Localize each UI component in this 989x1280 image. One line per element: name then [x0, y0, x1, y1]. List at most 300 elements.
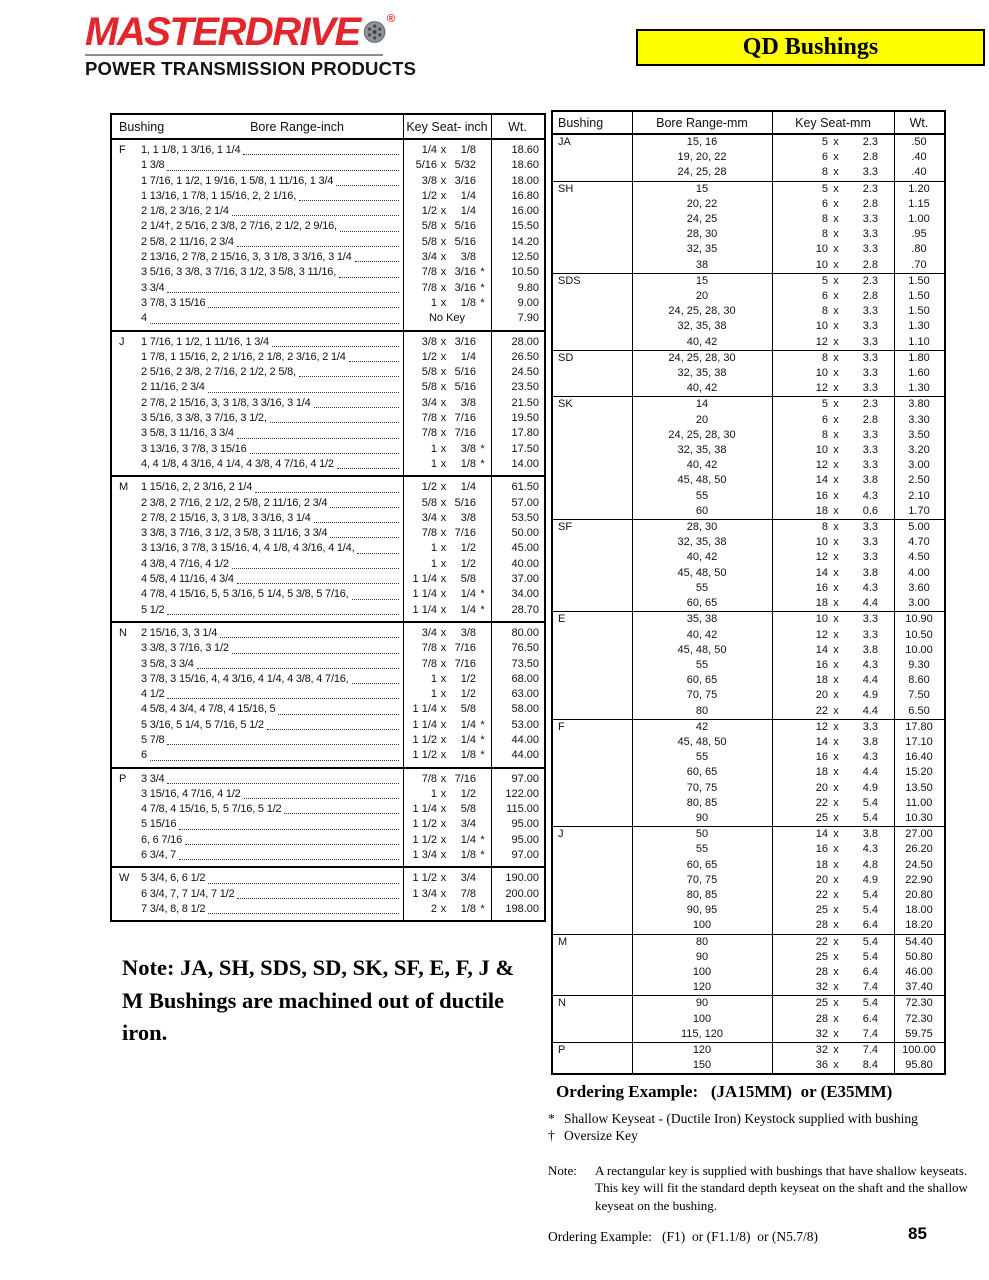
- keyseat-cell: [772, 918, 894, 933]
- keyseat-cell: [772, 381, 894, 396]
- keyseat-cell: [403, 496, 491, 511]
- bore-range-value: 40, 42: [686, 382, 718, 395]
- keyseat-depth: 3.3: [862, 305, 878, 318]
- keyseat-separator: x: [440, 511, 447, 524]
- keyseat-depth: 4.3: [862, 581, 878, 594]
- keyseat-depth: 4.4: [862, 766, 878, 779]
- bore-range-value: 60: [695, 504, 709, 517]
- weight-value: 3.30: [908, 413, 930, 426]
- bore-range-value: 24, 25, 28, 30: [668, 351, 736, 364]
- keyseat-flag: *: [480, 266, 485, 279]
- keyseat-cell: [403, 235, 491, 250]
- bore-cell: [112, 442, 403, 457]
- keyseat-depth: 3.3: [862, 367, 878, 380]
- weight-value: 73.50: [511, 657, 539, 670]
- keyseat-cell: [772, 135, 894, 150]
- dotted-leader: [270, 422, 399, 423]
- table-row: [553, 935, 944, 950]
- keyseat-width: 7/8: [421, 527, 437, 540]
- bore-range-value: 80, 85: [686, 888, 718, 901]
- keyseat-depth: 3.3: [862, 613, 878, 626]
- weight-value: 3.00: [908, 459, 930, 472]
- keyseat-cell: [772, 535, 894, 550]
- keyseat-separator: x: [833, 551, 839, 564]
- table-row: [553, 811, 944, 826]
- keyseat-cell: [772, 550, 894, 565]
- weight-value: 1.20: [908, 182, 930, 195]
- keyseat-depth: 3.3: [862, 459, 878, 472]
- weight-value: 1.30: [908, 382, 930, 395]
- keyseat-separator: x: [440, 626, 447, 639]
- keyseat-depth: 3.3: [862, 720, 878, 733]
- table-row: [553, 413, 944, 428]
- weight-value: 14.20: [511, 235, 539, 248]
- weight-value: 28.00: [511, 335, 539, 348]
- table-row: [112, 526, 544, 541]
- bushing-letter: N: [119, 626, 127, 639]
- table-row: [112, 235, 544, 250]
- keyseat-cell: [772, 351, 894, 366]
- table-row: [553, 397, 944, 412]
- keyseat-width: 32: [815, 981, 828, 994]
- table-row: [553, 351, 944, 366]
- bore-cell: [112, 657, 403, 672]
- weight-value: 54.40: [905, 935, 933, 948]
- table-row: [112, 541, 544, 556]
- table-row: [112, 657, 544, 672]
- keyseat-width: 12: [815, 720, 828, 733]
- bushing-letter: [553, 688, 632, 703]
- bushing-letter: [553, 443, 632, 458]
- bushing-letter: [553, 903, 632, 918]
- column-divider: [632, 112, 633, 1073]
- weight-value: 3.80: [908, 398, 930, 411]
- weight-value: 50.00: [511, 527, 539, 540]
- dotted-leader: [278, 714, 399, 715]
- keyseat-separator: x: [440, 251, 447, 264]
- bushing-group-j: [553, 826, 944, 933]
- keyseat-width: 22: [815, 888, 828, 901]
- bushing-letter: W: [119, 872, 130, 885]
- keyseat-cell: [772, 735, 894, 750]
- keyseat-value: No Key: [428, 312, 466, 325]
- bore-range-value: 35, 38: [686, 613, 718, 626]
- bore-range-value: 32, 35, 38: [677, 367, 727, 380]
- keyseat-separator: x: [833, 305, 839, 318]
- keyseat-separator: x: [440, 749, 447, 762]
- keyseat-depth: 3/4: [460, 818, 476, 831]
- keyseat-depth: 6.4: [862, 1012, 878, 1025]
- keyseat-width: 1 1/4: [412, 573, 437, 586]
- keyseat-separator: x: [833, 843, 839, 856]
- weight-value: 21.50: [511, 396, 539, 409]
- weight-value: 8.60: [908, 674, 930, 687]
- bushing-letter: [553, 335, 632, 350]
- keyseat-cell: [772, 397, 894, 412]
- keyseat-depth: 3/4: [460, 872, 476, 885]
- table-row: [553, 165, 944, 180]
- keyseat-depth: 3.3: [862, 428, 878, 441]
- keyseat-cell: [772, 428, 894, 443]
- keyseat-separator: x: [440, 144, 447, 156]
- keyseat-width: 1/2: [421, 205, 437, 218]
- bore-cell: [112, 687, 403, 702]
- dotted-leader: [330, 507, 399, 508]
- weight-value: 12.50: [511, 251, 539, 264]
- keyseat-width: 18: [815, 858, 828, 871]
- table-row: [112, 787, 544, 802]
- table-row: [553, 673, 944, 688]
- table-row: [112, 143, 544, 158]
- bushing-letter: [553, 366, 632, 381]
- weight-value: 7.50: [908, 689, 930, 702]
- bore-cell: [112, 902, 403, 917]
- bore-range-value: 1 13/16, 1 7/8, 1 15/16, 2, 2 1/16,: [141, 189, 297, 202]
- keyseat-depth: 1/2: [460, 672, 476, 685]
- keyseat-flag: *: [480, 296, 485, 309]
- bushing-letter: M: [119, 481, 129, 494]
- table-row: [112, 480, 544, 495]
- keyseat-width: 5/8: [421, 496, 437, 509]
- bore-cell: [112, 587, 403, 602]
- bore-range-value: 3 3/8, 3 7/16, 3 1/2, 3 5/8, 3 11/16, 3 3/4: [141, 527, 328, 540]
- table-row: [553, 489, 944, 504]
- keyseat-width: 18: [815, 674, 828, 687]
- bore-range-value: 4 5/8, 4 11/16, 4 3/4: [141, 573, 234, 586]
- keyseat-cell: [403, 802, 491, 817]
- bore-cell: [112, 833, 403, 848]
- dotted-leader: [255, 492, 399, 493]
- keyseat-separator: x: [833, 166, 839, 179]
- header-bushing: Bushing: [558, 115, 604, 130]
- keyseat-width: 7/8: [421, 266, 437, 279]
- keyseat-cell: [772, 1027, 894, 1042]
- bushing-group-sds: [553, 273, 944, 350]
- keyseat-cell: [403, 733, 491, 748]
- dotted-leader: [167, 744, 399, 745]
- keyseat-width: 6: [821, 290, 828, 303]
- weight-value: 24.50: [511, 366, 539, 379]
- keyseat-width: 14: [815, 566, 828, 579]
- table-row: [553, 750, 944, 765]
- keyseat-depth: 5/32: [454, 159, 476, 172]
- keyseat-depth: 1/2: [460, 787, 476, 800]
- table-row: [112, 442, 544, 457]
- bore-range-value: 100: [692, 919, 712, 932]
- keyseat-width: 1: [430, 672, 437, 685]
- dotted-leader: [232, 653, 399, 654]
- keyseat-depth: 7/8: [460, 887, 476, 900]
- bore-range-value: 3 7/8, 3 15/16: [141, 296, 206, 309]
- weight-value: 97.00: [511, 772, 539, 785]
- keyseat-width: 7/8: [421, 657, 437, 670]
- weight-value: 45.00: [511, 542, 539, 555]
- dotted-leader: [220, 637, 399, 638]
- keyseat-width: 14: [815, 643, 828, 656]
- keyseat-cell: [772, 781, 894, 796]
- bore-range-value: 2 5/16, 2 3/8, 2 7/16, 2 1/2, 2 5/8,: [141, 366, 296, 379]
- keyseat-cell: [403, 702, 491, 717]
- keyseat-cell: [772, 212, 894, 227]
- table-row: [553, 473, 944, 488]
- keyseat-depth: 3/8: [460, 251, 476, 264]
- bore-range-value: 115, 120: [680, 1027, 723, 1040]
- note-line: iron.: [122, 1020, 168, 1046]
- keyseat-separator: x: [833, 243, 839, 256]
- keyseat-width: 22: [815, 704, 828, 717]
- table-row: [553, 366, 944, 381]
- keyseat-cell: [772, 950, 894, 965]
- keyseat-depth: 4.3: [862, 658, 878, 671]
- keyseat-width: 7/8: [421, 427, 437, 440]
- bore-cell: [112, 641, 403, 656]
- keyseat-cell: [772, 473, 894, 488]
- keyseat-separator: x: [833, 351, 839, 364]
- bushing-group-f: [112, 140, 544, 330]
- bore-range-value: 50: [695, 828, 709, 841]
- bore-range-value: 1 7/16, 1 1/2, 1 11/16, 1 3/4: [141, 335, 269, 348]
- keyseat-depth: 1/4: [460, 718, 476, 731]
- bushing-letter: [553, 811, 632, 826]
- keyseat-depth: 5.4: [862, 888, 878, 901]
- bore-cell: [112, 281, 403, 296]
- weight-value: 24.50: [905, 858, 933, 871]
- table-row: [553, 258, 944, 273]
- keyseat-separator: x: [833, 628, 839, 641]
- keyseat-width: 1 1/4: [412, 603, 437, 616]
- keyseat-separator: x: [440, 427, 447, 440]
- keyseat-depth: 4.8: [862, 858, 878, 871]
- bushing-group-m: [553, 934, 944, 996]
- weight-value: 100.00: [902, 1043, 936, 1056]
- keyseat-width: 7/8: [421, 642, 437, 655]
- dotted-leader: [179, 829, 399, 830]
- keyseat-width: 5: [821, 182, 828, 195]
- table-row: [553, 1012, 944, 1027]
- dotted-leader: [349, 361, 399, 362]
- keyseat-depth: 1/4: [460, 603, 476, 616]
- bushing-letter: [553, 473, 632, 488]
- keyseat-depth: 3.3: [862, 243, 878, 256]
- table-row: [112, 250, 544, 265]
- keyseat-separator: x: [440, 787, 447, 800]
- logo-divider: [85, 54, 383, 56]
- keyseat-separator: x: [833, 382, 839, 395]
- keyseat-depth: 4.9: [862, 873, 878, 886]
- table-row: [553, 643, 944, 658]
- keyseat-cell: [403, 204, 491, 219]
- weight-value: 4.70: [908, 536, 930, 549]
- bore-range-value: 100: [692, 1012, 712, 1025]
- keyseat-separator: x: [833, 674, 839, 687]
- table-row: [553, 796, 944, 811]
- table-row: [553, 765, 944, 780]
- keyseat-cell: [403, 265, 491, 280]
- bushing-letter: [553, 489, 632, 504]
- keyseat-separator: x: [440, 527, 447, 540]
- keyseat-depth: 4.9: [862, 689, 878, 702]
- table-row: [112, 802, 544, 817]
- weight-value: 4.00: [908, 566, 930, 579]
- table-row: [553, 1058, 944, 1073]
- keyseat-depth: 3.8: [862, 828, 878, 841]
- dotted-leader: [267, 729, 399, 730]
- weight-value: 17.80: [905, 720, 933, 733]
- footnote-oversize-key: [548, 1128, 989, 1145]
- keyseat-separator: x: [833, 258, 839, 271]
- keyseat-separator: x: [440, 557, 447, 570]
- dotted-leader: [150, 760, 399, 761]
- keyseat-separator: x: [833, 1059, 839, 1072]
- keyseat-separator: x: [440, 902, 447, 915]
- keyseat-depth: 7.4: [862, 981, 878, 994]
- bushing-letter: [553, 197, 632, 212]
- bore-range-value: 40, 42: [686, 335, 718, 348]
- footnotes: [548, 1111, 989, 1145]
- keyseat-width: 22: [815, 796, 828, 809]
- bore-range-value: 15: [695, 274, 709, 287]
- keyseat-separator: x: [833, 919, 839, 932]
- bore-range-value: 3 3/4: [141, 772, 165, 785]
- bore-range-value: 1 15/16, 2, 2 3/16, 2 1/4: [141, 481, 253, 494]
- bore-range-value: 3 13/16, 3 7/8, 3 15/16: [141, 442, 247, 455]
- bushing-letter: [553, 227, 632, 242]
- table-row: [112, 748, 544, 763]
- table-row: [112, 365, 544, 380]
- bushing-group-sh: [553, 181, 944, 273]
- bore-range-value: 15: [695, 182, 709, 195]
- weight-value: 5.00: [908, 521, 930, 534]
- keyseat-width: 8: [821, 428, 828, 441]
- dotted-leader: [185, 844, 399, 845]
- keyseat-width: 8: [821, 213, 828, 226]
- table-row: [112, 718, 544, 733]
- weight-value: 1.50: [908, 274, 930, 287]
- bore-range-value: 55: [695, 751, 709, 764]
- dotted-leader: [167, 292, 399, 293]
- table-row: [553, 274, 944, 289]
- inch-table-groups: [112, 140, 544, 920]
- table-row: [553, 520, 944, 535]
- keyseat-separator: x: [833, 459, 839, 472]
- bore-cell: [112, 250, 403, 265]
- keyseat-width: 12: [815, 459, 828, 472]
- keyseat-separator: x: [440, 703, 447, 716]
- bushing-letter: SDS: [558, 274, 581, 287]
- keyseat-separator: x: [833, 489, 839, 502]
- bushing-group-ja: [553, 135, 944, 181]
- keyseat-depth: 5/16: [454, 381, 476, 394]
- keyseat-depth: 5/8: [460, 803, 476, 816]
- bore-range-value: 120: [692, 1043, 712, 1056]
- table-row: [112, 411, 544, 426]
- bore-cell: [112, 802, 403, 817]
- keyseat-width: 1: [430, 442, 437, 455]
- bushing-letter: [553, 873, 632, 888]
- keyseat-width: 1: [430, 542, 437, 555]
- bushing-group-sd: [553, 350, 944, 397]
- weight-value: 2.10: [908, 489, 930, 502]
- bore-range-value: 28, 30: [686, 521, 718, 534]
- keyseat-separator: x: [440, 189, 447, 202]
- keyseat-width: 1/2: [421, 350, 437, 363]
- bore-range-value: 3 7/8, 3 15/16, 4, 4 3/16, 4 1/4, 4 3/8, 4 7/16,: [141, 672, 349, 685]
- keyseat-separator: x: [833, 965, 839, 978]
- weight-value: .80: [911, 243, 927, 256]
- keyseat-cell: [772, 935, 894, 950]
- keyseat-cell: [772, 628, 894, 643]
- weight-value: 14.00: [511, 457, 539, 470]
- keyseat-depth: 2.8: [862, 197, 878, 210]
- bore-range-value: 38: [695, 258, 709, 271]
- bore-range-value: 3 5/8, 3 3/4: [141, 657, 194, 670]
- weight-value: 10.50: [511, 266, 539, 279]
- keyseat-width: 16: [815, 658, 828, 671]
- bushing-letter: [553, 658, 632, 673]
- weight-value: 95.00: [511, 833, 539, 846]
- dotted-leader: [208, 913, 399, 914]
- keyseat-depth: 4.3: [862, 489, 878, 502]
- table-row: [553, 720, 944, 735]
- keyseat-cell: [772, 903, 894, 918]
- dotted-leader: [337, 468, 399, 469]
- bushing-letter: SD: [558, 351, 574, 364]
- table-row: [553, 842, 944, 857]
- bore-range-value: 24, 25, 28, 30: [668, 305, 736, 318]
- weight-value: 18.60: [511, 159, 539, 172]
- keyseat-cell: [772, 1012, 894, 1027]
- bore-cell: [112, 350, 403, 365]
- weight-value: 1.70: [908, 504, 930, 517]
- keyseat-separator: x: [833, 413, 839, 426]
- keyseat-cell: [403, 250, 491, 265]
- bushing-group-sk: [553, 396, 944, 519]
- dagger-symbol: †: [548, 1127, 555, 1143]
- keyseat-cell: [403, 335, 491, 350]
- keyseat-depth: 3.3: [862, 335, 878, 348]
- registered-trademark: ®: [386, 13, 395, 25]
- keyseat-separator: x: [440, 588, 447, 601]
- keyseat-separator: x: [833, 197, 839, 210]
- bore-range-value: 2 1/4†, 2 5/16, 2 3/8, 2 7/16, 2 1/2, 2 9/16,: [141, 220, 337, 233]
- keyseat-depth: 2.8: [862, 290, 878, 303]
- keyseat-separator: x: [833, 151, 839, 164]
- table-row: [553, 319, 944, 334]
- keyseat-cell: [772, 197, 894, 212]
- bore-range-value: 1 7/8, 1 15/16, 2, 2 1/16, 2 1/8, 2 3/16, 2 1/4: [141, 350, 346, 363]
- keyseat-separator: x: [833, 320, 839, 333]
- table-row: [553, 704, 944, 719]
- weight-value: 122.00: [505, 787, 539, 800]
- bushing-letter: [553, 596, 632, 611]
- keyseat-depth: 3/16: [454, 335, 476, 348]
- keyseat-cell: [772, 489, 894, 504]
- weight-value: 16.80: [511, 189, 539, 202]
- keyseat-cell: [772, 965, 894, 980]
- keyseat-cell: [403, 457, 491, 472]
- table-row: [112, 426, 544, 441]
- keyseat-separator: x: [833, 274, 839, 287]
- bushing-letter: [553, 381, 632, 396]
- bushing-group-w: [112, 866, 544, 920]
- bore-range-value: 3 5/8, 3 11/16, 3 3/4: [141, 427, 234, 440]
- table-row: [553, 428, 944, 443]
- keyseat-depth: 1/8: [460, 296, 476, 309]
- keyseat-separator: x: [833, 367, 839, 380]
- keyseat-depth: 2.3: [862, 182, 878, 195]
- table-row: [112, 380, 544, 395]
- keyseat-separator: x: [833, 335, 839, 348]
